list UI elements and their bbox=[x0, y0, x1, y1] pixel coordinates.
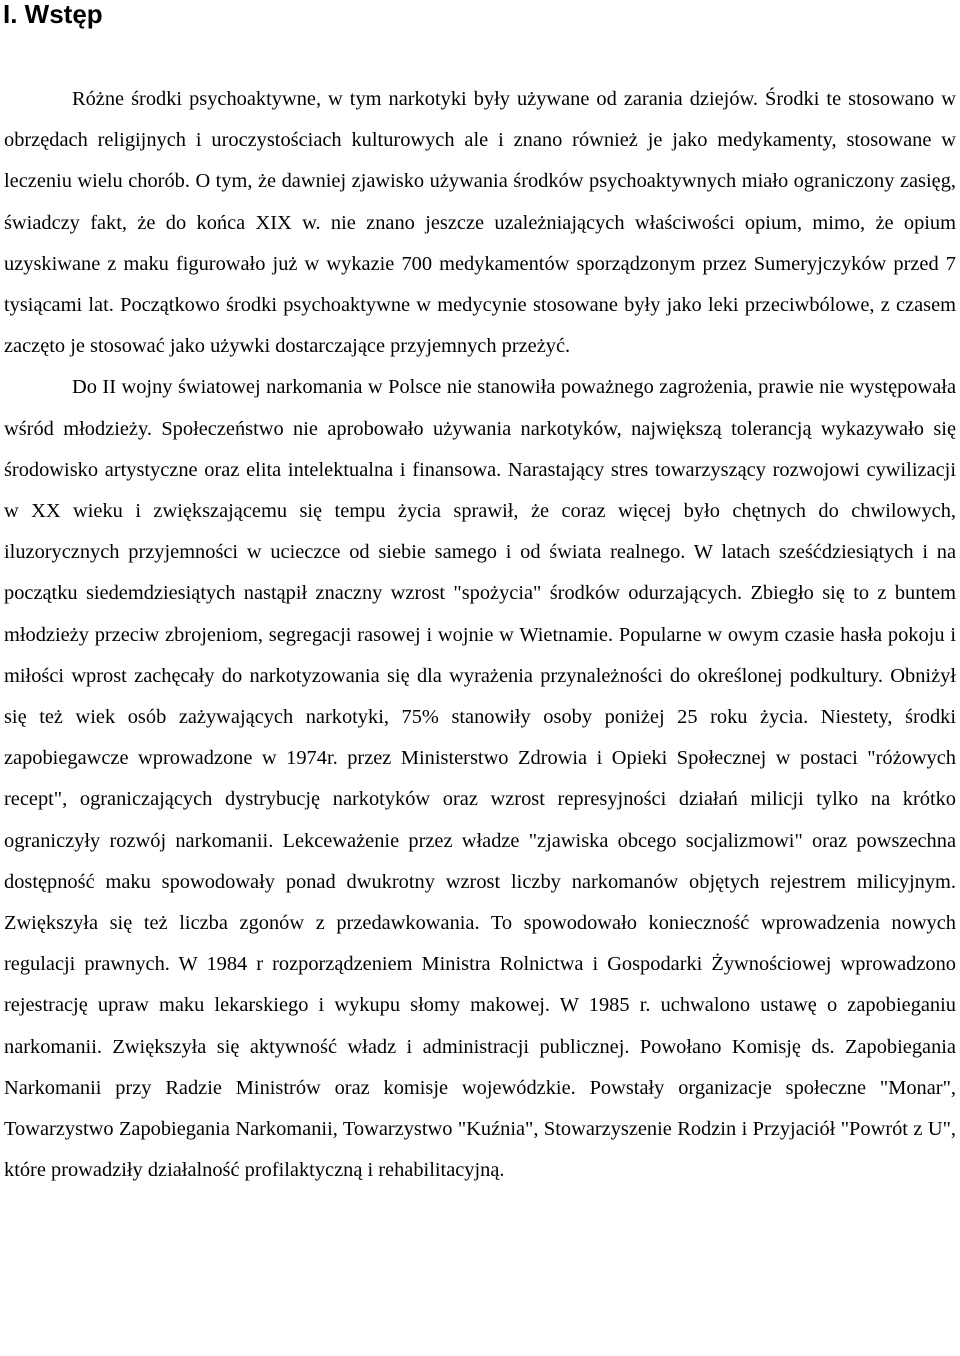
paragraph-history-poland: Do II wojny światowej narkomania w Polsce nie stanowiła poważnego zagrożenia, prawie nie występowała wśród młodzieży. Społeczeństwo nie aprobowało używania narkotyków, największą tolerancją wykazywało się środowisko artystyczne oraz elita intelektualna i finansowa. Narastający stres towarzyszący rozwojowi cywilizacji w XX wieku i zwiększającemu się tempu życia sprawił, że coraz więcej było chętnych do chwilowych, iluzorycznych przyjemności w ucieczce od siebie samego i od świata realnego. W latach sześćdziesiątych i na początku siedemdziesiątych nastąpił znaczny wzrost "spożycia" środków odurzających. Zbiegło się to z buntem młodzieży przeciw zbrojeniom, segregacji rasowej i wojnie w Wietnamie. Popularne w owym czasie hasła pokoju i miłości wprost zachęcały do narkotyzowania się dla wyrażenia przynależności do określonej podkultury. Obniżył się też wiek osób zażywających narkotyki, 75% stanowiły osoby poniżej 25 roku życia. Niestety, środki zapobiegawcze wprowadzone w 1974r. przez Ministerstwo Zdrowia i Opieki Społecznej w postaci "różowych recept", ograniczających dystrybucję narkotyków oraz wzrost represyjności działań milicji tylko na krótko ograniczyły rozwój narkomanii. Lekceważenie przez władze "zjawiska obcego socjalizmowi" oraz powszechna dostępność maku spowodowały ponad dwukrotny wzrost liczby narkomanów objętych rejestrem milicyjnym. Zwiększyła się też liczba zgonów z przedawkowania. To spowodowało konieczność wprowadzenia nowych regulacji prawnych. W 1984 r rozporządzeniem Ministra Rolnictwa i Gospodarki Żywnościowej wprowadzono rejestrację upraw maku lekarskiego i wykupu słomy makowej. W 1985 r. uchwalono ustawę o zapobieganiu narkomanii. Zwiększyła się aktywność władz i administracji publicznej. Powołano Komisję ds. Zapobiegania Narkomanii przy Radzie Ministrów oraz komisje wojewódzkie. Powstały organizacje społeczne "Monar", Towarzystwo Zapobiegania Narkomanii, Towarzystwo "Kuźnia", Stowarzyszenie Rodzin i Przyjaciół "Powrót z U", które prowadziły działalność profilaktyczną i rehabilitacyjną. bbox=[4, 376, 956, 1182]
document-body bbox=[4, 79, 956, 1191]
paragraph-intro: Różne środki psychoaktywne, w tym narkotyki były używane od zarania dziejów. Środki te stosowano w obrzędach religijnych i uroczystościach kulturowych ale i znano również je jako medykamenty, stosowane w leczeniu wielu chorób. O tym, że dawniej zjawisko używania środków psychoaktywnych miało ograniczony zasięg, świadczy fakt, że do końca XIX w. nie znano jeszcze uzależniających właściwości opium, mimo, że opium uzyskiwane z maku figurowało już w wykazie 700 medykamentów sporządzonym przez Sumeryjczyków przed 7 tysiącami lat. Początkowo środki psychoaktywne w medycynie stosowane były jako leki przeciwbólowe, z czasem zaczęto je stosować jako używki dostarczające przyjemnych przeżyć. bbox=[4, 88, 956, 358]
section-heading: I. Wstęp bbox=[3, 0, 103, 29]
